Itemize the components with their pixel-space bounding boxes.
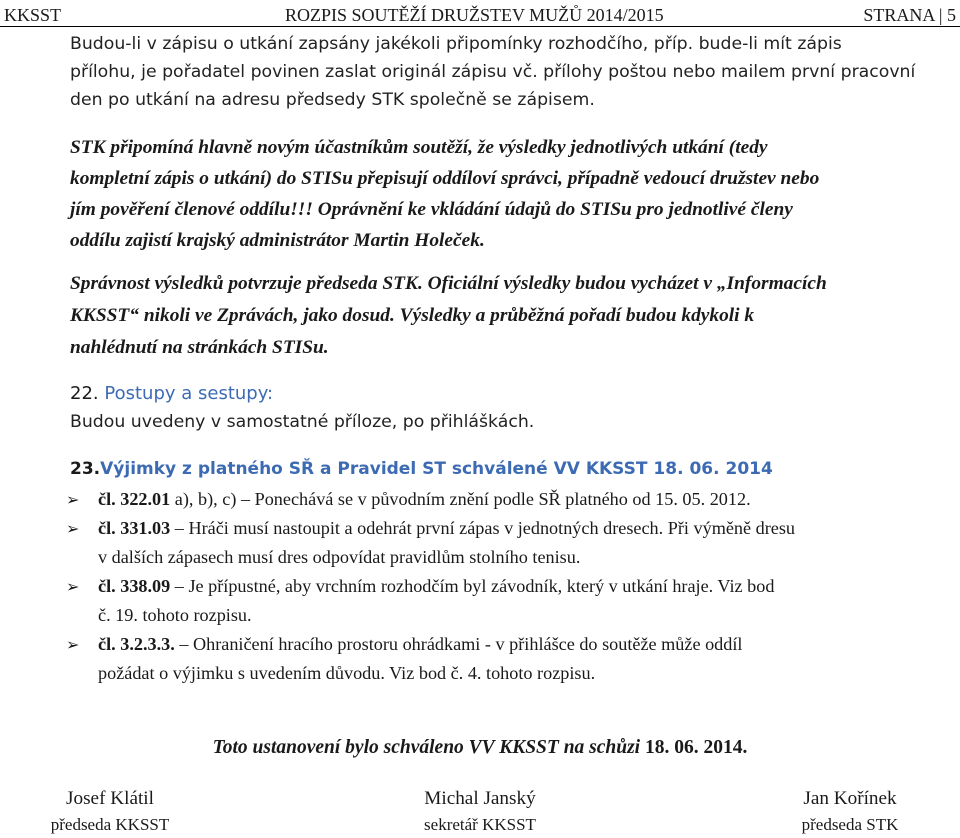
exception-text: v dalších zápasech musí dres odpovídat pravidlům stolního tenisu. — [98, 547, 581, 567]
article-code: čl. 322.01 — [98, 489, 171, 509]
signatory-role: sekretář KKSST — [424, 815, 536, 834]
intro-paragraph — [70, 30, 950, 114]
exception-text: – Hráči musí nastoupit a odehrát první zápas v jednotných dresech. Při výměně dresu — [170, 518, 796, 538]
arrow-bullet-icon: ➢ — [66, 490, 80, 509]
exception-text: a), b), c) – Ponechává se v původním znění podle SŘ platného od 15. 05. 2012. — [170, 489, 751, 509]
signatory-name: Josef Klátil — [66, 788, 154, 809]
exception-text: – Ohraničení hracího prostoru ohrádkami - v přihlášce do soutěže může oddíl — [174, 634, 743, 654]
header-org: KKSST — [4, 5, 62, 25]
results-paragraph — [70, 268, 955, 364]
approval-text: Toto ustanovení bylo schváleno VV KKSST na schůzi — [212, 737, 641, 758]
stk-reminder-paragraph — [70, 132, 955, 256]
exception-text: – Je přípustné, aby vrchním rozhodčím byl závodník, který v utkání hraje. Viz bod — [170, 576, 775, 596]
approval-date: 18. 06. 2014. — [644, 737, 748, 758]
signature-block — [370, 786, 590, 838]
arrow-bullet-icon: ➢ — [66, 577, 80, 596]
intro-line: přílohu, je pořadatel povinen zaslat originál zápisu vč. přílohy poštou nebo mailem první pracovní — [70, 62, 916, 82]
section-title: Výjimky z platného SŘ a Pravidel ST schválené VV KKSST 18. 06. 2014 — [100, 459, 773, 479]
signature-block — [0, 786, 220, 838]
list-item — [66, 485, 956, 514]
signatory-name: Jan Kořínek — [803, 788, 897, 809]
exceptions-list — [66, 485, 956, 688]
header-page-number: STRANA | 5 — [863, 5, 956, 25]
section-23-heading — [70, 457, 773, 481]
section-title: Postupy a sestupy: — [104, 383, 274, 404]
section-22-heading — [70, 382, 273, 406]
section-number: 23. — [70, 459, 101, 479]
article-code: čl. 331.03 — [98, 518, 171, 538]
arrow-bullet-icon: ➢ — [66, 635, 80, 654]
signatory-role: předseda STK — [801, 815, 899, 834]
results-line: KKSST“ nikoli ve Zprávách, jako dosud. Výsledky a průběžná pořadí budou kdykoli k — [70, 305, 755, 326]
header-title: ROZPIS SOUTĚŽÍ DRUŽSTEV MUŽŮ 2014/2015 — [285, 5, 664, 25]
exception-text: č. 19. tohoto rozpisu. — [98, 605, 252, 625]
approval-statement — [0, 734, 960, 762]
section-number: 22. — [70, 383, 99, 404]
signature-block — [740, 786, 960, 838]
signatory-role: předseda KKSST — [50, 815, 170, 834]
list-item — [66, 514, 956, 572]
results-line: nahlédnutí na stránkách STISu. — [70, 337, 329, 358]
header-rule — [0, 26, 960, 27]
list-item — [66, 630, 956, 688]
intro-line: den po utkání na adresu předsedy STK společně se zápisem. — [70, 90, 595, 110]
article-code: čl. 338.09 — [98, 576, 171, 596]
reminder-line: jím pověření členové oddílu!!! Oprávnění ke vkládání údajů do STISu pro jednotlivé členy — [70, 199, 793, 220]
page-header — [0, 4, 960, 26]
intro-line: Budou-li v zápisu o utkání zapsány jakékoli připomínky rozhodčího, příp. bude-li mít zápis — [70, 34, 842, 54]
section-22-body: Budou uvedeny v samostatné příloze, po přihláškách. — [70, 412, 535, 432]
reminder-line: STK připomíná hlavně novým účastníkům soutěží, že výsledky jednotlivých utkání (tedy — [70, 137, 768, 158]
arrow-bullet-icon: ➢ — [66, 519, 80, 538]
list-item — [66, 572, 956, 630]
signatory-name: Michal Janský — [424, 788, 536, 809]
reminder-line: kompletní zápis o utkání) do STISu přepisují oddíloví správci, případně vedoucí družstev nebo — [70, 168, 820, 189]
article-code: čl. 3.2.3.3. — [98, 634, 175, 654]
reminder-line: oddílu zajistí krajský administrátor Martin Holeček. — [70, 230, 485, 251]
results-line: Správnost výsledků potvrzuje předseda STK. Oficiální výsledky budou vycházet v „Informacích — [70, 273, 827, 294]
exception-text: požádat o výjimku s uvedením důvodu. Viz bod č. 4. tohoto rozpisu. — [98, 663, 596, 683]
